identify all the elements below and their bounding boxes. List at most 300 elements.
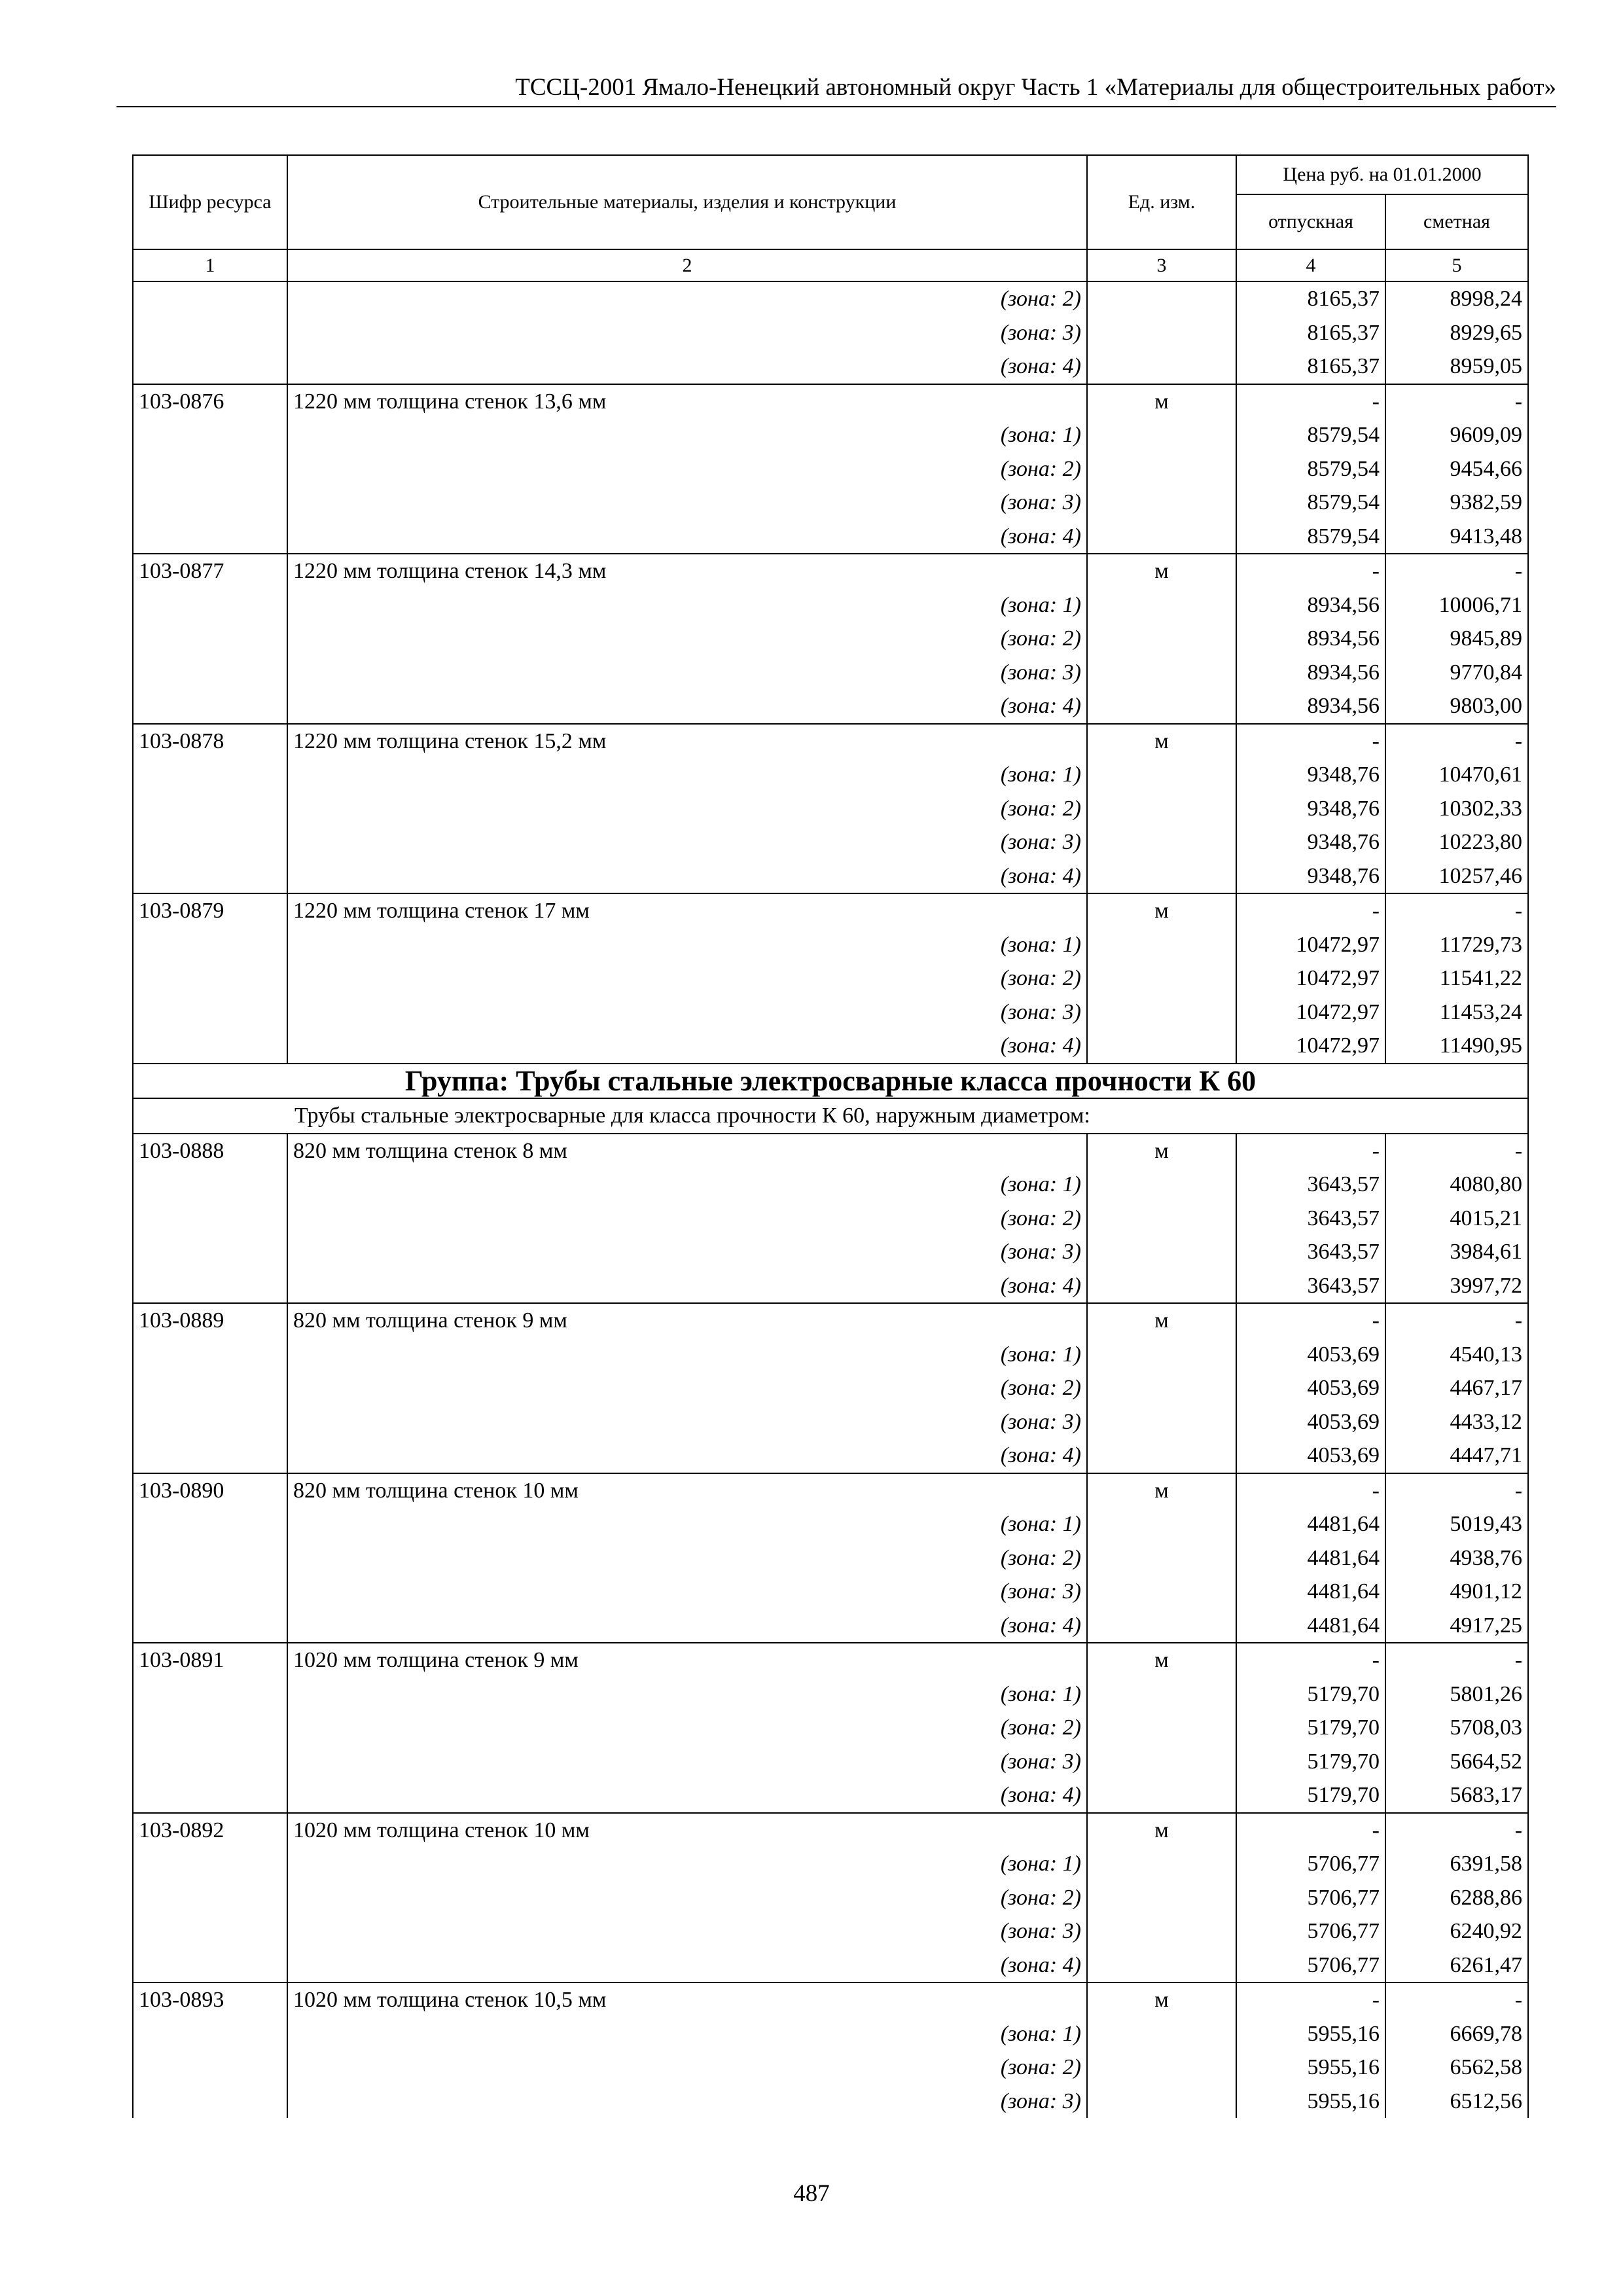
unit-cell: [1087, 1507, 1236, 1541]
zone-row: [133, 1575, 1528, 1609]
zone-label: (зона: 2): [287, 792, 1087, 826]
zone-label: (зона: 4): [287, 1778, 1087, 1813]
resource-code: [133, 689, 287, 724]
estimate-price: 5019,43: [1385, 1507, 1528, 1541]
estimate-price: 4938,76: [1385, 1541, 1528, 1575]
release-price: 5179,70: [1236, 1778, 1385, 1813]
col-header-release: отпускная: [1236, 194, 1385, 249]
zone-row: [133, 792, 1528, 826]
unit-cell: [1087, 1847, 1236, 1881]
estimate-price: 4901,12: [1385, 1575, 1528, 1609]
unit-cell: [1087, 316, 1236, 350]
release-price: 4481,64: [1236, 1609, 1385, 1643]
estimate-price: 5664,52: [1385, 1745, 1528, 1779]
zone-row: [133, 452, 1528, 486]
estimate-price: 9770,84: [1385, 656, 1528, 690]
unit-cell: [1087, 825, 1236, 859]
item-description: 820 мм толщина стенок 8 мм: [287, 1134, 1087, 1168]
col-number: 2: [287, 249, 1087, 281]
release-price: 8165,37: [1236, 281, 1385, 316]
resource-code: [133, 656, 287, 690]
release-price: 4053,69: [1236, 1338, 1385, 1372]
release-price: 5955,16: [1236, 2017, 1385, 2051]
zone-label: (зона: 1): [287, 1168, 1087, 1202]
estimate-price: 6512,56: [1385, 2085, 1528, 2119]
estimate-price: 8959,05: [1385, 350, 1528, 384]
resource-code: [133, 1609, 287, 1643]
zone-row: [133, 2017, 1528, 2051]
zone-label: (зона: 3): [287, 996, 1087, 1030]
resource-code: [133, 1202, 287, 1236]
zone-row: [133, 1847, 1528, 1881]
estimate-price: 8929,65: [1385, 316, 1528, 350]
unit-cell: [1087, 1778, 1236, 1813]
release-price: 8579,54: [1236, 452, 1385, 486]
zone-row: [133, 1405, 1528, 1439]
zone-row: [133, 1745, 1528, 1779]
zone-row: [133, 1029, 1528, 1064]
col-header-price: Цена руб. на 01.01.2000: [1236, 155, 1528, 194]
zone-row: [133, 689, 1528, 724]
release-price: 10472,97: [1236, 928, 1385, 962]
resource-code: [133, 1507, 287, 1541]
resource-code: [133, 1541, 287, 1575]
unit-cell: [1087, 1609, 1236, 1643]
zone-row: [133, 1168, 1528, 1202]
resource-code: 103-0879: [133, 893, 287, 928]
unit-cell: [1087, 1371, 1236, 1405]
release-price: 9348,76: [1236, 792, 1385, 826]
zone-row: [133, 2051, 1528, 2085]
unit-cell: [1087, 1168, 1236, 1202]
resource-code: [133, 1745, 287, 1779]
item-row: [133, 1643, 1528, 1677]
zone-row: [133, 316, 1528, 350]
estimate-price: 9382,59: [1385, 486, 1528, 520]
unit-cell: м: [1087, 554, 1236, 588]
unit-cell: [1087, 1269, 1236, 1304]
resource-code: [133, 1269, 287, 1304]
release-price: -: [1236, 1303, 1385, 1338]
zone-label: (зона: 3): [287, 1575, 1087, 1609]
release-price: 5706,77: [1236, 1914, 1385, 1948]
unit-cell: м: [1087, 1813, 1236, 1848]
estimate-price: 11453,24: [1385, 996, 1528, 1030]
zone-row: [133, 928, 1528, 962]
estimate-price: 4467,17: [1385, 1371, 1528, 1405]
release-price: 5706,77: [1236, 1847, 1385, 1881]
unit-cell: [1087, 1541, 1236, 1575]
resource-code: [133, 418, 287, 452]
item-description: 1220 мм толщина стенок 15,2 мм: [287, 724, 1087, 759]
zone-row: [133, 1881, 1528, 1915]
release-price: 10472,97: [1236, 961, 1385, 996]
estimate-price: 9413,48: [1385, 520, 1528, 554]
estimate-price: 5708,03: [1385, 1711, 1528, 1745]
release-price: 5955,16: [1236, 2051, 1385, 2085]
resource-code: [133, 2051, 287, 2085]
resource-code: [133, 1914, 287, 1948]
resource-code: [133, 825, 287, 859]
unit-cell: [1087, 1881, 1236, 1915]
zone-label: (зона: 4): [287, 689, 1087, 724]
unit-cell: [1087, 1405, 1236, 1439]
zone-row: [133, 996, 1528, 1030]
zone-label: (зона: 2): [287, 1711, 1087, 1745]
release-price: 8579,54: [1236, 486, 1385, 520]
estimate-price: 11729,73: [1385, 928, 1528, 962]
unit-cell: [1087, 588, 1236, 622]
subgroup-heading-row: [133, 1098, 1528, 1134]
release-price: 3643,57: [1236, 1235, 1385, 1269]
estimate-price: 6240,92: [1385, 1914, 1528, 1948]
zone-row: [133, 859, 1528, 894]
zone-row: [133, 1541, 1528, 1575]
estimate-price: 9609,09: [1385, 418, 1528, 452]
release-price: 4053,69: [1236, 1371, 1385, 1405]
group-heading: Группа: Трубы стальные электросварные класса прочности К 60: [133, 1064, 1528, 1099]
estimate-price: 9454,66: [1385, 452, 1528, 486]
resource-code: [133, 350, 287, 384]
zone-label: (зона: 4): [287, 350, 1087, 384]
item-description: 1020 мм толщина стенок 9 мм: [287, 1643, 1087, 1677]
zone-row: [133, 1507, 1528, 1541]
release-price: 8165,37: [1236, 316, 1385, 350]
resource-code: [133, 1029, 287, 1064]
zone-label: (зона: 1): [287, 418, 1087, 452]
resource-code: [133, 452, 287, 486]
unit-cell: [1087, 350, 1236, 384]
price-table: [132, 154, 1529, 2118]
unit-cell: м: [1087, 893, 1236, 928]
estimate-price: -: [1385, 1813, 1528, 1848]
zone-label: (зона: 2): [287, 281, 1087, 316]
zone-label: (зона: 2): [287, 452, 1087, 486]
release-price: 9348,76: [1236, 859, 1385, 894]
resource-code: [133, 792, 287, 826]
estimate-price: -: [1385, 1134, 1528, 1168]
estimate-price: 6562,58: [1385, 2051, 1528, 2085]
zone-label: (зона: 1): [287, 1338, 1087, 1372]
release-price: 3643,57: [1236, 1168, 1385, 1202]
page-number: 487: [793, 2180, 830, 2207]
zone-label: (зона: 3): [287, 2085, 1087, 2119]
zone-label: (зона: 2): [287, 961, 1087, 996]
zone-label: (зона: 3): [287, 825, 1087, 859]
zone-label: (зона: 4): [287, 1948, 1087, 1983]
unit-cell: [1087, 2051, 1236, 2085]
estimate-price: -: [1385, 384, 1528, 419]
col-header-unit: Ед. изм.: [1087, 155, 1236, 249]
item-row: [133, 724, 1528, 759]
zone-label: (зона: 4): [287, 1439, 1087, 1473]
estimate-price: 5683,17: [1385, 1778, 1528, 1813]
unit-cell: [1087, 996, 1236, 1030]
resource-code: 103-0890: [133, 1473, 287, 1508]
release-price: -: [1236, 1473, 1385, 1508]
zone-label: (зона: 4): [287, 1269, 1087, 1304]
unit-cell: [1087, 928, 1236, 962]
estimate-price: 10302,33: [1385, 792, 1528, 826]
estimate-price: 9803,00: [1385, 689, 1528, 724]
resource-code: [133, 1168, 287, 1202]
resource-code: [133, 2017, 287, 2051]
release-price: 5706,77: [1236, 1881, 1385, 1915]
zone-row: [133, 486, 1528, 520]
resource-code: [133, 1575, 287, 1609]
zone-row: [133, 520, 1528, 554]
unit-cell: м: [1087, 384, 1236, 419]
zone-row: [133, 350, 1528, 384]
resource-code: [133, 588, 287, 622]
estimate-price: 10470,61: [1385, 758, 1528, 792]
zone-label: (зона: 3): [287, 316, 1087, 350]
release-price: -: [1236, 724, 1385, 759]
estimate-price: 11541,22: [1385, 961, 1528, 996]
release-price: 4053,69: [1236, 1405, 1385, 1439]
estimate-price: 4433,12: [1385, 1405, 1528, 1439]
release-price: 5955,16: [1236, 2085, 1385, 2119]
resource-code: [133, 1778, 287, 1813]
subgroup-heading: Трубы стальные электросварные для класса прочности К 60, наружным диаметром:: [133, 1098, 1528, 1134]
unit-cell: м: [1087, 724, 1236, 759]
unit-cell: [1087, 689, 1236, 724]
release-price: -: [1236, 1643, 1385, 1677]
col-number: 3: [1087, 249, 1236, 281]
release-price: 8934,56: [1236, 656, 1385, 690]
resource-code: [133, 622, 287, 656]
zone-row: [133, 1439, 1528, 1473]
resource-code: [133, 928, 287, 962]
unit-cell: [1087, 656, 1236, 690]
zone-row: [133, 281, 1528, 316]
resource-code: 103-0888: [133, 1134, 287, 1168]
zone-label: (зона: 3): [287, 1405, 1087, 1439]
resource-code: [133, 1677, 287, 1712]
release-price: 4481,64: [1236, 1507, 1385, 1541]
estimate-price: 6391,58: [1385, 1847, 1528, 1881]
unit-cell: [1087, 1575, 1236, 1609]
release-price: 4481,64: [1236, 1541, 1385, 1575]
zone-label: (зона: 2): [287, 622, 1087, 656]
unit-cell: м: [1087, 1134, 1236, 1168]
unit-cell: [1087, 452, 1236, 486]
unit-cell: [1087, 520, 1236, 554]
estimate-price: 6288,86: [1385, 1881, 1528, 1915]
estimate-price: -: [1385, 724, 1528, 759]
estimate-price: 4540,13: [1385, 1338, 1528, 1372]
release-price: 5179,70: [1236, 1745, 1385, 1779]
unit-cell: [1087, 1948, 1236, 1983]
zone-row: [133, 622, 1528, 656]
zone-row: [133, 1609, 1528, 1643]
estimate-price: 4917,25: [1385, 1609, 1528, 1643]
release-price: -: [1236, 384, 1385, 419]
table-header: [133, 155, 1528, 281]
release-price: 10472,97: [1236, 1029, 1385, 1064]
release-price: 8165,37: [1236, 350, 1385, 384]
item-row: [133, 1134, 1528, 1168]
unit-cell: [1087, 1745, 1236, 1779]
resource-code: [133, 1948, 287, 1983]
release-price: -: [1236, 1813, 1385, 1848]
release-price: 9348,76: [1236, 825, 1385, 859]
item-row: [133, 384, 1528, 419]
release-price: 8934,56: [1236, 622, 1385, 656]
resource-code: 103-0892: [133, 1813, 287, 1848]
unit-cell: м: [1087, 1643, 1236, 1677]
estimate-price: 4015,21: [1385, 1202, 1528, 1236]
unit-cell: [1087, 1029, 1236, 1064]
release-price: -: [1236, 1134, 1385, 1168]
unit-cell: [1087, 1914, 1236, 1948]
zone-label: (зона: 1): [287, 758, 1087, 792]
zone-row: [133, 1948, 1528, 1983]
zone-label: (зона: 3): [287, 486, 1087, 520]
estimate-price: -: [1385, 1982, 1528, 2017]
zone-label: (зона: 4): [287, 520, 1087, 554]
unit-cell: [1087, 486, 1236, 520]
estimate-price: 10006,71: [1385, 588, 1528, 622]
release-price: 8579,54: [1236, 418, 1385, 452]
resource-code: [133, 486, 287, 520]
unit-cell: [1087, 1439, 1236, 1473]
release-price: 4053,69: [1236, 1439, 1385, 1473]
unit-cell: [1087, 1677, 1236, 1712]
col-header-estimate: сметная: [1385, 194, 1528, 249]
zone-row: [133, 1202, 1528, 1236]
item-description: 1020 мм толщина стенок 10,5 мм: [287, 1982, 1087, 2017]
resource-code: [133, 1881, 287, 1915]
col-number: 1: [133, 249, 287, 281]
zone-row: [133, 418, 1528, 452]
release-price: -: [1236, 1982, 1385, 2017]
item-description: 1220 мм толщина стенок 17 мм: [287, 893, 1087, 928]
zone-row: [133, 1338, 1528, 1372]
zone-row: [133, 588, 1528, 622]
zone-row: [133, 825, 1528, 859]
release-price: 3643,57: [1236, 1269, 1385, 1304]
release-price: 4481,64: [1236, 1575, 1385, 1609]
col-number: 4: [1236, 249, 1385, 281]
estimate-price: 9845,89: [1385, 622, 1528, 656]
resource-code: 103-0877: [133, 554, 287, 588]
zone-label: (зона: 1): [287, 1507, 1087, 1541]
table-body: [133, 281, 1528, 2118]
release-price: -: [1236, 554, 1385, 588]
zone-row: [133, 758, 1528, 792]
zone-row: [133, 1269, 1528, 1304]
unit-cell: [1087, 1202, 1236, 1236]
estimate-price: 5801,26: [1385, 1677, 1528, 1712]
resource-code: [133, 859, 287, 894]
zone-label: (зона: 1): [287, 1847, 1087, 1881]
zone-label: (зона: 4): [287, 1029, 1087, 1064]
unit-cell: [1087, 418, 1236, 452]
resource-code: [133, 520, 287, 554]
estimate-price: 10223,80: [1385, 825, 1528, 859]
item-row: [133, 1813, 1528, 1848]
release-price: 3643,57: [1236, 1202, 1385, 1236]
resource-code: [133, 1338, 287, 1372]
estimate-price: 6669,78: [1385, 2017, 1528, 2051]
zone-row: [133, 1371, 1528, 1405]
estimate-price: 3997,72: [1385, 1269, 1528, 1304]
zone-row: [133, 1711, 1528, 1745]
running-title: ТССЦ-2001 Ямало-Ненецкий автономный округ Часть 1 «Материалы для общестроительных работ»: [515, 74, 1556, 101]
zone-row: [133, 1235, 1528, 1269]
resource-code: [133, 1711, 287, 1745]
estimate-price: 11490,95: [1385, 1029, 1528, 1064]
zone-label: (зона: 1): [287, 2017, 1087, 2051]
estimate-price: -: [1385, 1473, 1528, 1508]
resource-code: [133, 1847, 287, 1881]
item-description: 820 мм толщина стенок 9 мм: [287, 1303, 1087, 1338]
estimate-price: 6261,47: [1385, 1948, 1528, 1983]
zone-label: (зона: 2): [287, 1202, 1087, 1236]
resource-code: [133, 1405, 287, 1439]
item-row: [133, 1982, 1528, 2017]
zone-row: [133, 656, 1528, 690]
release-price: 5706,77: [1236, 1948, 1385, 1983]
estimate-price: -: [1385, 554, 1528, 588]
col-number: 5: [1385, 249, 1528, 281]
release-price: 8579,54: [1236, 520, 1385, 554]
zone-label: (зона: 1): [287, 1677, 1087, 1712]
zone-label: (зона: 2): [287, 1541, 1087, 1575]
zone-label: (зона: 1): [287, 588, 1087, 622]
unit-cell: [1087, 281, 1236, 316]
resource-code: [133, 1235, 287, 1269]
estimate-price: 4447,71: [1385, 1439, 1528, 1473]
release-price: 10472,97: [1236, 996, 1385, 1030]
unit-cell: [1087, 961, 1236, 996]
item-row: [133, 554, 1528, 588]
zone-label: (зона: 3): [287, 1914, 1087, 1948]
zone-label: (зона: 4): [287, 1609, 1087, 1643]
unit-cell: [1087, 1711, 1236, 1745]
estimate-price: -: [1385, 1643, 1528, 1677]
estimate-price: -: [1385, 893, 1528, 928]
estimate-price: 10257,46: [1385, 859, 1528, 894]
release-price: 5179,70: [1236, 1711, 1385, 1745]
release-price: -: [1236, 893, 1385, 928]
item-row: [133, 1303, 1528, 1338]
unit-cell: [1087, 758, 1236, 792]
group-heading-row: [133, 1064, 1528, 1099]
unit-cell: м: [1087, 1473, 1236, 1508]
zone-row: [133, 2085, 1528, 2119]
release-price: 5179,70: [1236, 1677, 1385, 1712]
item-row: [133, 893, 1528, 928]
estimate-price: 8998,24: [1385, 281, 1528, 316]
item-description: 1220 мм толщина стенок 14,3 мм: [287, 554, 1087, 588]
resource-code: 103-0878: [133, 724, 287, 759]
unit-cell: [1087, 2017, 1236, 2051]
resource-code: [133, 2085, 287, 2119]
resource-code: [133, 316, 287, 350]
item-description: 1020 мм толщина стенок 10 мм: [287, 1813, 1087, 1848]
col-header-code: Шифр ресурса: [133, 155, 287, 249]
zone-label: (зона: 2): [287, 1881, 1087, 1915]
zone-row: [133, 1677, 1528, 1712]
zone-label: (зона: 2): [287, 2051, 1087, 2085]
release-price: 8934,56: [1236, 588, 1385, 622]
zone-label: (зона: 3): [287, 1745, 1087, 1779]
estimate-price: -: [1385, 1303, 1528, 1338]
resource-code: [133, 758, 287, 792]
resource-code: [133, 1439, 287, 1473]
